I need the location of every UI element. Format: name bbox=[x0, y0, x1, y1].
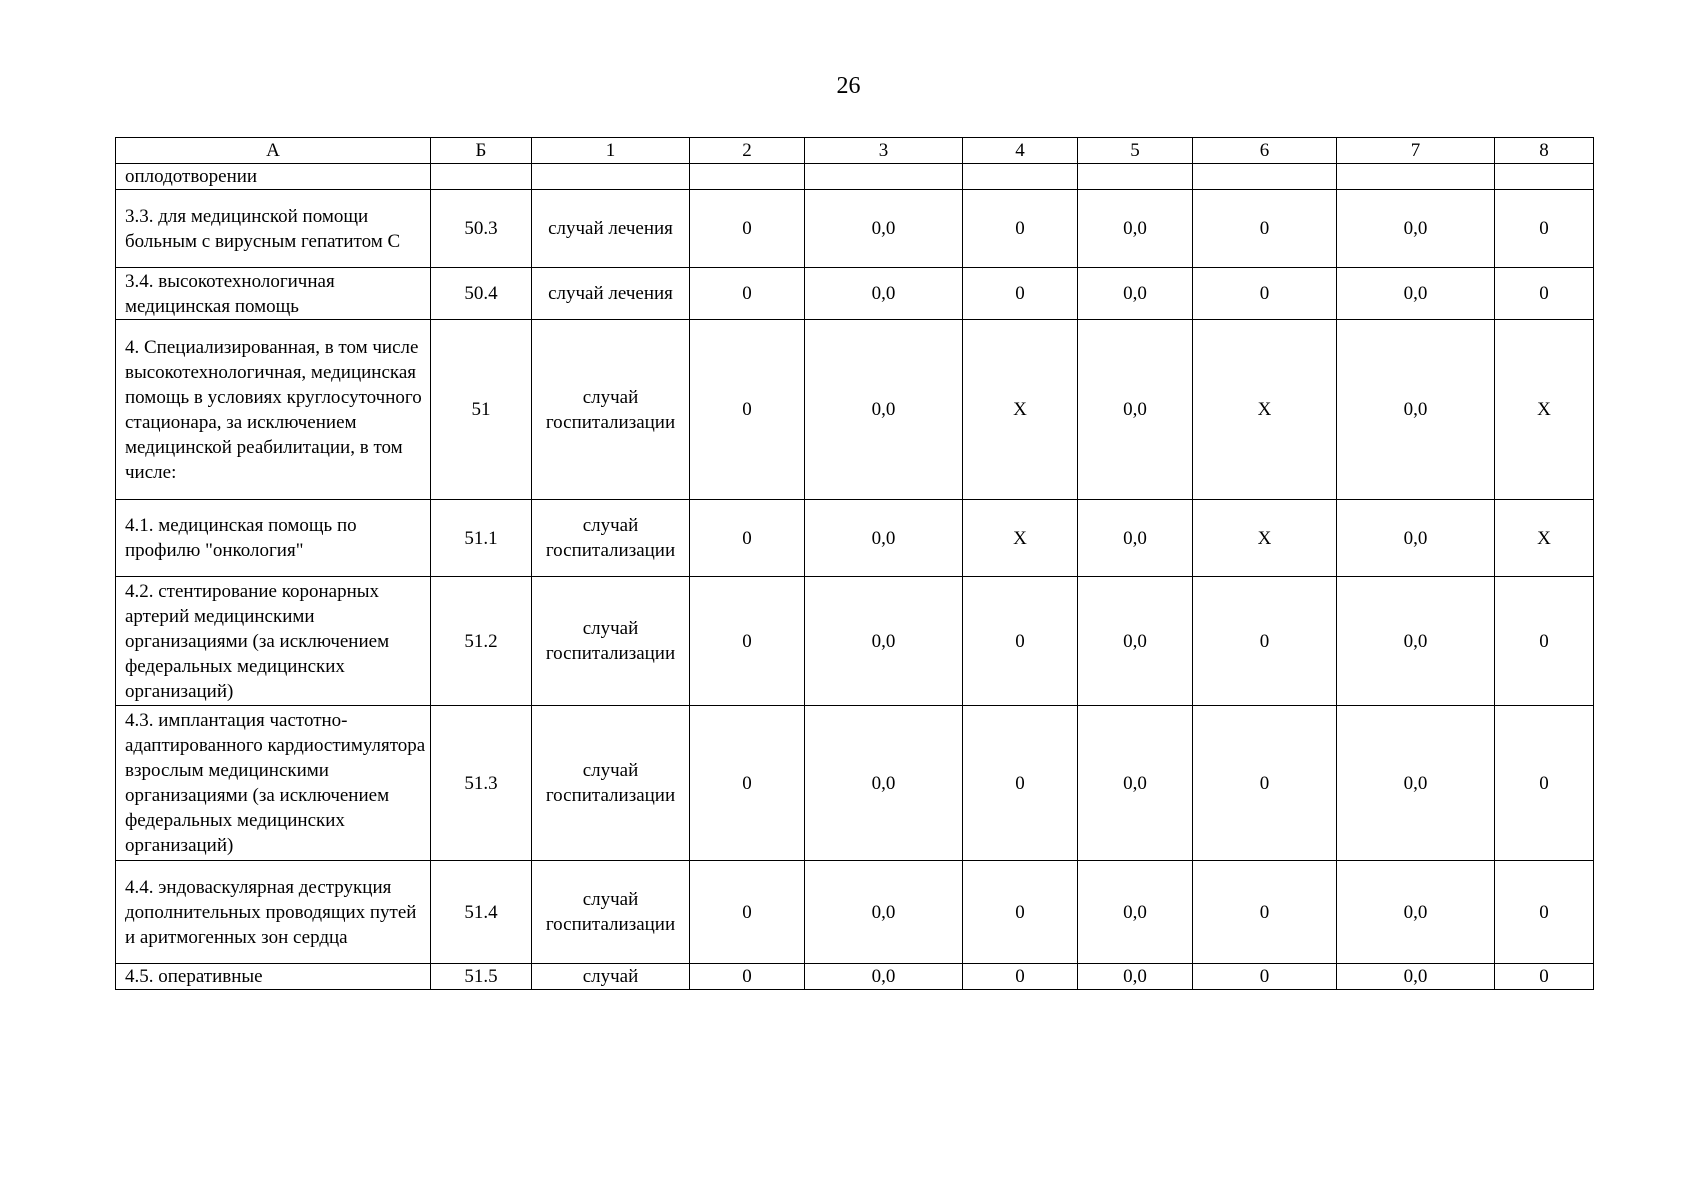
table-cell bbox=[431, 164, 532, 190]
table-cell: 50.4 bbox=[431, 268, 532, 320]
table-cell: 0 bbox=[963, 268, 1078, 320]
table-cell: 0,0 bbox=[1337, 320, 1495, 500]
table-cell: 0,0 bbox=[1078, 861, 1193, 964]
table-cell: 0,0 bbox=[805, 964, 963, 990]
table-cell: 0,0 bbox=[805, 577, 963, 706]
row-name-cell: 4.4. эндоваскулярная деструкция дополнительных проводящих путей и аритмогенных зон сердца bbox=[116, 861, 431, 964]
table-cell: случай лечения bbox=[532, 190, 690, 268]
table-cell: 0 bbox=[963, 190, 1078, 268]
table-row bbox=[116, 500, 1594, 577]
table-cell: 0 bbox=[690, 964, 805, 990]
table-row bbox=[116, 577, 1594, 706]
table-row bbox=[116, 706, 1594, 861]
table-cell: 0,0 bbox=[1337, 577, 1495, 706]
table-cell: 0,0 bbox=[1337, 268, 1495, 320]
table-cell: 0,0 bbox=[805, 268, 963, 320]
header-cell: 3 bbox=[805, 138, 963, 164]
header-cell: 8 bbox=[1495, 138, 1594, 164]
table-cell: 0 bbox=[690, 320, 805, 500]
row-name-cell: 4.2. стентирование коронарных артерий медицинскими организациями (за исключением федеральных медицинских организаций) bbox=[116, 577, 431, 706]
header-cell: 5 bbox=[1078, 138, 1193, 164]
table-cell: 0 bbox=[690, 268, 805, 320]
table-cell: 0 bbox=[1495, 861, 1594, 964]
table-cell: 0,0 bbox=[805, 861, 963, 964]
table-cell bbox=[1193, 164, 1337, 190]
table-cell: 51.5 bbox=[431, 964, 532, 990]
table-cell: 0 bbox=[690, 706, 805, 861]
table-cell: 0,0 bbox=[1078, 500, 1193, 577]
row-name-cell: 4. Специализированная, в том числе высокотехнологичная, медицинская помощь в условиях круглосуточного стационара, за исключением медицинской реабилитации, в том числе: bbox=[116, 320, 431, 500]
table-cell: Х bbox=[963, 500, 1078, 577]
table-cell: 51.3 bbox=[431, 706, 532, 861]
table-cell: 51.2 bbox=[431, 577, 532, 706]
header-cell: А bbox=[116, 138, 431, 164]
table-cell: 0 bbox=[963, 964, 1078, 990]
table-cell: 0,0 bbox=[1337, 706, 1495, 861]
row-name-cell: 4.1. медицинская помощь по профилю "онкология" bbox=[116, 500, 431, 577]
table-header-row bbox=[116, 138, 1594, 164]
header-cell: Б bbox=[431, 138, 532, 164]
table-row bbox=[116, 320, 1594, 500]
table-cell bbox=[1495, 164, 1594, 190]
table-cell: 0 bbox=[1193, 268, 1337, 320]
table-cell: Х bbox=[1495, 500, 1594, 577]
header-cell: 2 bbox=[690, 138, 805, 164]
row-name-cell: 3.4. высокотехнологичная медицинская помощь bbox=[116, 268, 431, 320]
table-row bbox=[116, 861, 1594, 964]
table-row bbox=[116, 964, 1594, 990]
table-row bbox=[116, 268, 1594, 320]
table-cell: случай лечения bbox=[532, 268, 690, 320]
table-cell: 0,0 bbox=[805, 500, 963, 577]
header-cell: 1 bbox=[532, 138, 690, 164]
table-cell: 0,0 bbox=[1337, 190, 1495, 268]
table-cell: 0 bbox=[1495, 706, 1594, 861]
row-name-cell: 4.5. оперативные bbox=[116, 964, 431, 990]
header-cell: 6 bbox=[1193, 138, 1337, 164]
table-cell: Х bbox=[1193, 500, 1337, 577]
table-cell: 0 bbox=[1193, 190, 1337, 268]
table-cell: 0 bbox=[1193, 861, 1337, 964]
table-cell: 0,0 bbox=[1337, 861, 1495, 964]
table-cell: 0,0 bbox=[1078, 320, 1193, 500]
data-table bbox=[115, 137, 1594, 990]
table-row bbox=[116, 164, 1594, 190]
table-cell: Х bbox=[1495, 320, 1594, 500]
table-row bbox=[116, 190, 1594, 268]
table-cell: 50.3 bbox=[431, 190, 532, 268]
table-cell: Х bbox=[963, 320, 1078, 500]
table-cell: 0 bbox=[1193, 577, 1337, 706]
table-cell bbox=[1078, 164, 1193, 190]
table-cell: 0 bbox=[963, 706, 1078, 861]
table-cell: 0 bbox=[690, 500, 805, 577]
table-cell: 0 bbox=[1193, 964, 1337, 990]
row-name-cell: оплодотворении bbox=[116, 164, 431, 190]
table-cell bbox=[963, 164, 1078, 190]
table-cell bbox=[690, 164, 805, 190]
table-cell: 0 bbox=[690, 577, 805, 706]
table-cell: 0,0 bbox=[1078, 190, 1193, 268]
page-number: 26 bbox=[836, 73, 861, 99]
header-cell: 4 bbox=[963, 138, 1078, 164]
table-cell: 0 bbox=[1193, 706, 1337, 861]
table-cell: 0 bbox=[1495, 268, 1594, 320]
table-cell: 0 bbox=[1495, 577, 1594, 706]
table-cell: 0,0 bbox=[805, 706, 963, 861]
table-cell: случай госпитализации bbox=[532, 706, 690, 861]
row-name-cell: 4.3. имплантация частотно-адаптированного кардиостимулятора взрослым медицинскими организациями (за исключением федеральных медицинских организаций) bbox=[116, 706, 431, 861]
table-cell: 51 bbox=[431, 320, 532, 500]
table-cell: 0,0 bbox=[1078, 577, 1193, 706]
table-cell: 0,0 bbox=[805, 190, 963, 268]
table-cell: 0,0 bbox=[1078, 706, 1193, 861]
table-cell: Х bbox=[1193, 320, 1337, 500]
header-cell: 7 bbox=[1337, 138, 1495, 164]
table-cell: случай госпитализации bbox=[532, 500, 690, 577]
table-cell: 0,0 bbox=[1078, 964, 1193, 990]
table-cell: случай bbox=[532, 964, 690, 990]
table-cell: случай госпитализации bbox=[532, 577, 690, 706]
table-cell: 0,0 bbox=[1078, 268, 1193, 320]
table-cell: случай госпитализации bbox=[532, 320, 690, 500]
table-cell: 0,0 bbox=[805, 320, 963, 500]
table-cell: 0,0 bbox=[1337, 964, 1495, 990]
table-cell: 0 bbox=[1495, 964, 1594, 990]
table-cell bbox=[805, 164, 963, 190]
table-cell: 0 bbox=[963, 577, 1078, 706]
row-name-cell: 3.3. для медицинской помощи больным с вирусным гепатитом С bbox=[116, 190, 431, 268]
table-cell: 51.4 bbox=[431, 861, 532, 964]
table-cell: 51.1 bbox=[431, 500, 532, 577]
table-cell: 0 bbox=[1495, 190, 1594, 268]
table-cell bbox=[1337, 164, 1495, 190]
table-cell bbox=[532, 164, 690, 190]
table-cell: 0,0 bbox=[1337, 500, 1495, 577]
table-cell: 0 bbox=[963, 861, 1078, 964]
table-cell: 0 bbox=[690, 861, 805, 964]
table-cell: 0 bbox=[690, 190, 805, 268]
table-cell: случай госпитализации bbox=[532, 861, 690, 964]
